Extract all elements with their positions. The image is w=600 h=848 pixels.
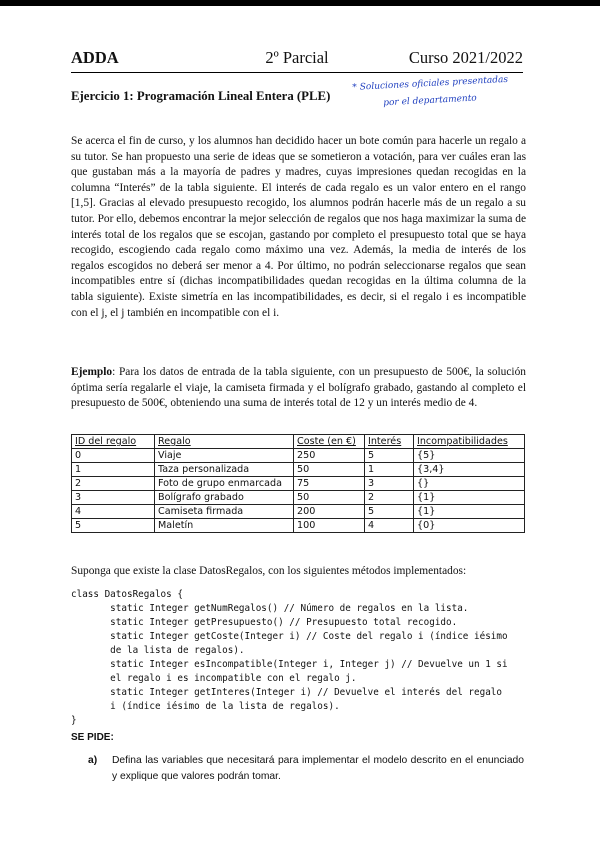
cell-id: 2 [72,477,155,491]
col-header-id: ID del regalo [72,435,155,449]
page-header [71,48,523,72]
cell-id: 4 [72,505,155,519]
class-intro: Suponga que existe la clase DatosRegalos, con los siguientes métodos implementados: [71,565,467,577]
se-pide-heading: SE PIDE: [71,732,114,743]
cell-cost: 250 [294,449,365,463]
cell-incompatibilities: {3,4} [414,463,525,477]
course-name: ADDA [71,48,119,67]
col-header-cost: Coste (en €) [294,435,365,449]
code-listing: class DatosRegalos { static Integer getNumRegalos() // Número de regalos en la lista. static Integer getPresupuesto() // Presupuesto total recogido. static Integer getCoste(Integer i) // Coste del regalo i (índice iésimo de la lista de regalos). static Integer esIncompatible(Integer i, Integer j) // Devuelve un 1 si el regalo i es incompatible con el regalo j. static Integer getInteres(Integer i) // Devuelve el interés del regalo i (índice iésimo de la lista de regalos). } [71,589,508,726]
cell-gift: Viaje [155,449,294,463]
cell-incompatibilities: {5} [414,449,525,463]
cell-interest: 1 [365,463,414,477]
cell-interest: 2 [365,491,414,505]
academic-year: Curso 2021/2022 [408,48,523,67]
exercise-title: Ejercicio 1: Programación Lineal Entera (PLE) [71,89,331,103]
cell-id: 3 [72,491,155,505]
example-label: Ejemplo [71,366,113,378]
cell-interest: 5 [365,449,414,463]
header-rule [71,72,523,73]
cell-id: 0 [72,449,155,463]
col-header-gift: Regalo [155,435,294,449]
cell-gift: Bolígrafo grabado [155,491,294,505]
cell-incompatibilities: {1} [414,505,525,519]
cell-interest: 3 [365,477,414,491]
handwritten-note-line-1: * Soluciones oficiales presentadas [352,74,509,93]
handwritten-note [352,71,534,114]
cell-gift: Taza personalizada [155,463,294,477]
table-row [72,477,525,491]
question-a [88,753,524,785]
table-row [72,519,525,533]
cell-cost: 75 [294,477,365,491]
cell-cost: 100 [294,519,365,533]
question-a-label: a) [88,755,98,766]
cell-interest: 4 [365,519,414,533]
col-header-incompatibilities: Incompatibilidades [414,435,525,449]
table-row [72,491,525,505]
cell-gift: Maletín [155,519,294,533]
example-text: : Para los datos de entrada de la tabla siguiente, con un presupuesto de 500€, la solución óptima sería regalarle el viaje, la camiseta firmada y el bolígrafo grabado, gastando al completo el presupuesto de 500€, obteniendo una suma de interés total de 12 y un interés medio de 4. [71,366,526,410]
cell-cost: 50 [294,463,365,477]
exam-name: 2º Parcial [265,48,329,67]
problem-statement: Se acerca el fin de curso, y los alumnos han decidido hacer un bote común para hacerle un regalo a su tutor. Se han propuesto una serie de ideas que se sometieron a votación, para ver cuáles eran las que gustaban más a la mayoría de padres y madres, cuyas impresiones quedan recogidas en la columna “Interés” de la tabla siguiente. El interés de cada regalo es un valor entero en el rango [1,5]. Gracias al elevado presupuesto recogido, los alumnos podrán hacerle más de un regalo a su tutor. Por ello, debemos encontrar la mejor selección de regalos que nos haga maximizar la suma de interés total de los regalos que se escojan, gastando por completo el presupuesto total que se haya recogido, escogiendo cada regalo como máximo una vez. Además, la media de interés de los regalos escogidos no deberá ser menor a 4. Por último, no podrán seleccionarse regalos que sean incompatibles entre sí (dichas incompatibilidades quedan recogidas en la última columna de la tabla siguiente). Existe simetría en las incompatibilidades, es decir, si el regalo i es incompatible con el j, el j también en incompatible con el i. [71,135,526,319]
table-row [72,463,525,477]
col-header-interest: Interés [365,435,414,449]
cell-interest: 5 [365,505,414,519]
cell-cost: 200 [294,505,365,519]
table-header-row [72,435,525,449]
gifts-table [71,434,525,533]
top-dark-bar [0,0,600,6]
table-row [72,505,525,519]
table-row [72,449,525,463]
question-a-text: Defina las variables que necesitará para implementar el modelo descrito en el enunciado y explique que valores podrán tomar. [112,755,524,782]
cell-gift: Foto de grupo enmarcada [155,477,294,491]
cell-incompatibilities: {0} [414,519,525,533]
example-paragraph [71,365,526,412]
cell-gift: Camiseta firmada [155,505,294,519]
cell-cost: 50 [294,491,365,505]
cell-incompatibilities: {} [414,477,525,491]
cell-id: 1 [72,463,155,477]
cell-id: 5 [72,519,155,533]
cell-incompatibilities: {1} [414,491,525,505]
handwritten-note-line-2: por el departamento [383,93,478,109]
